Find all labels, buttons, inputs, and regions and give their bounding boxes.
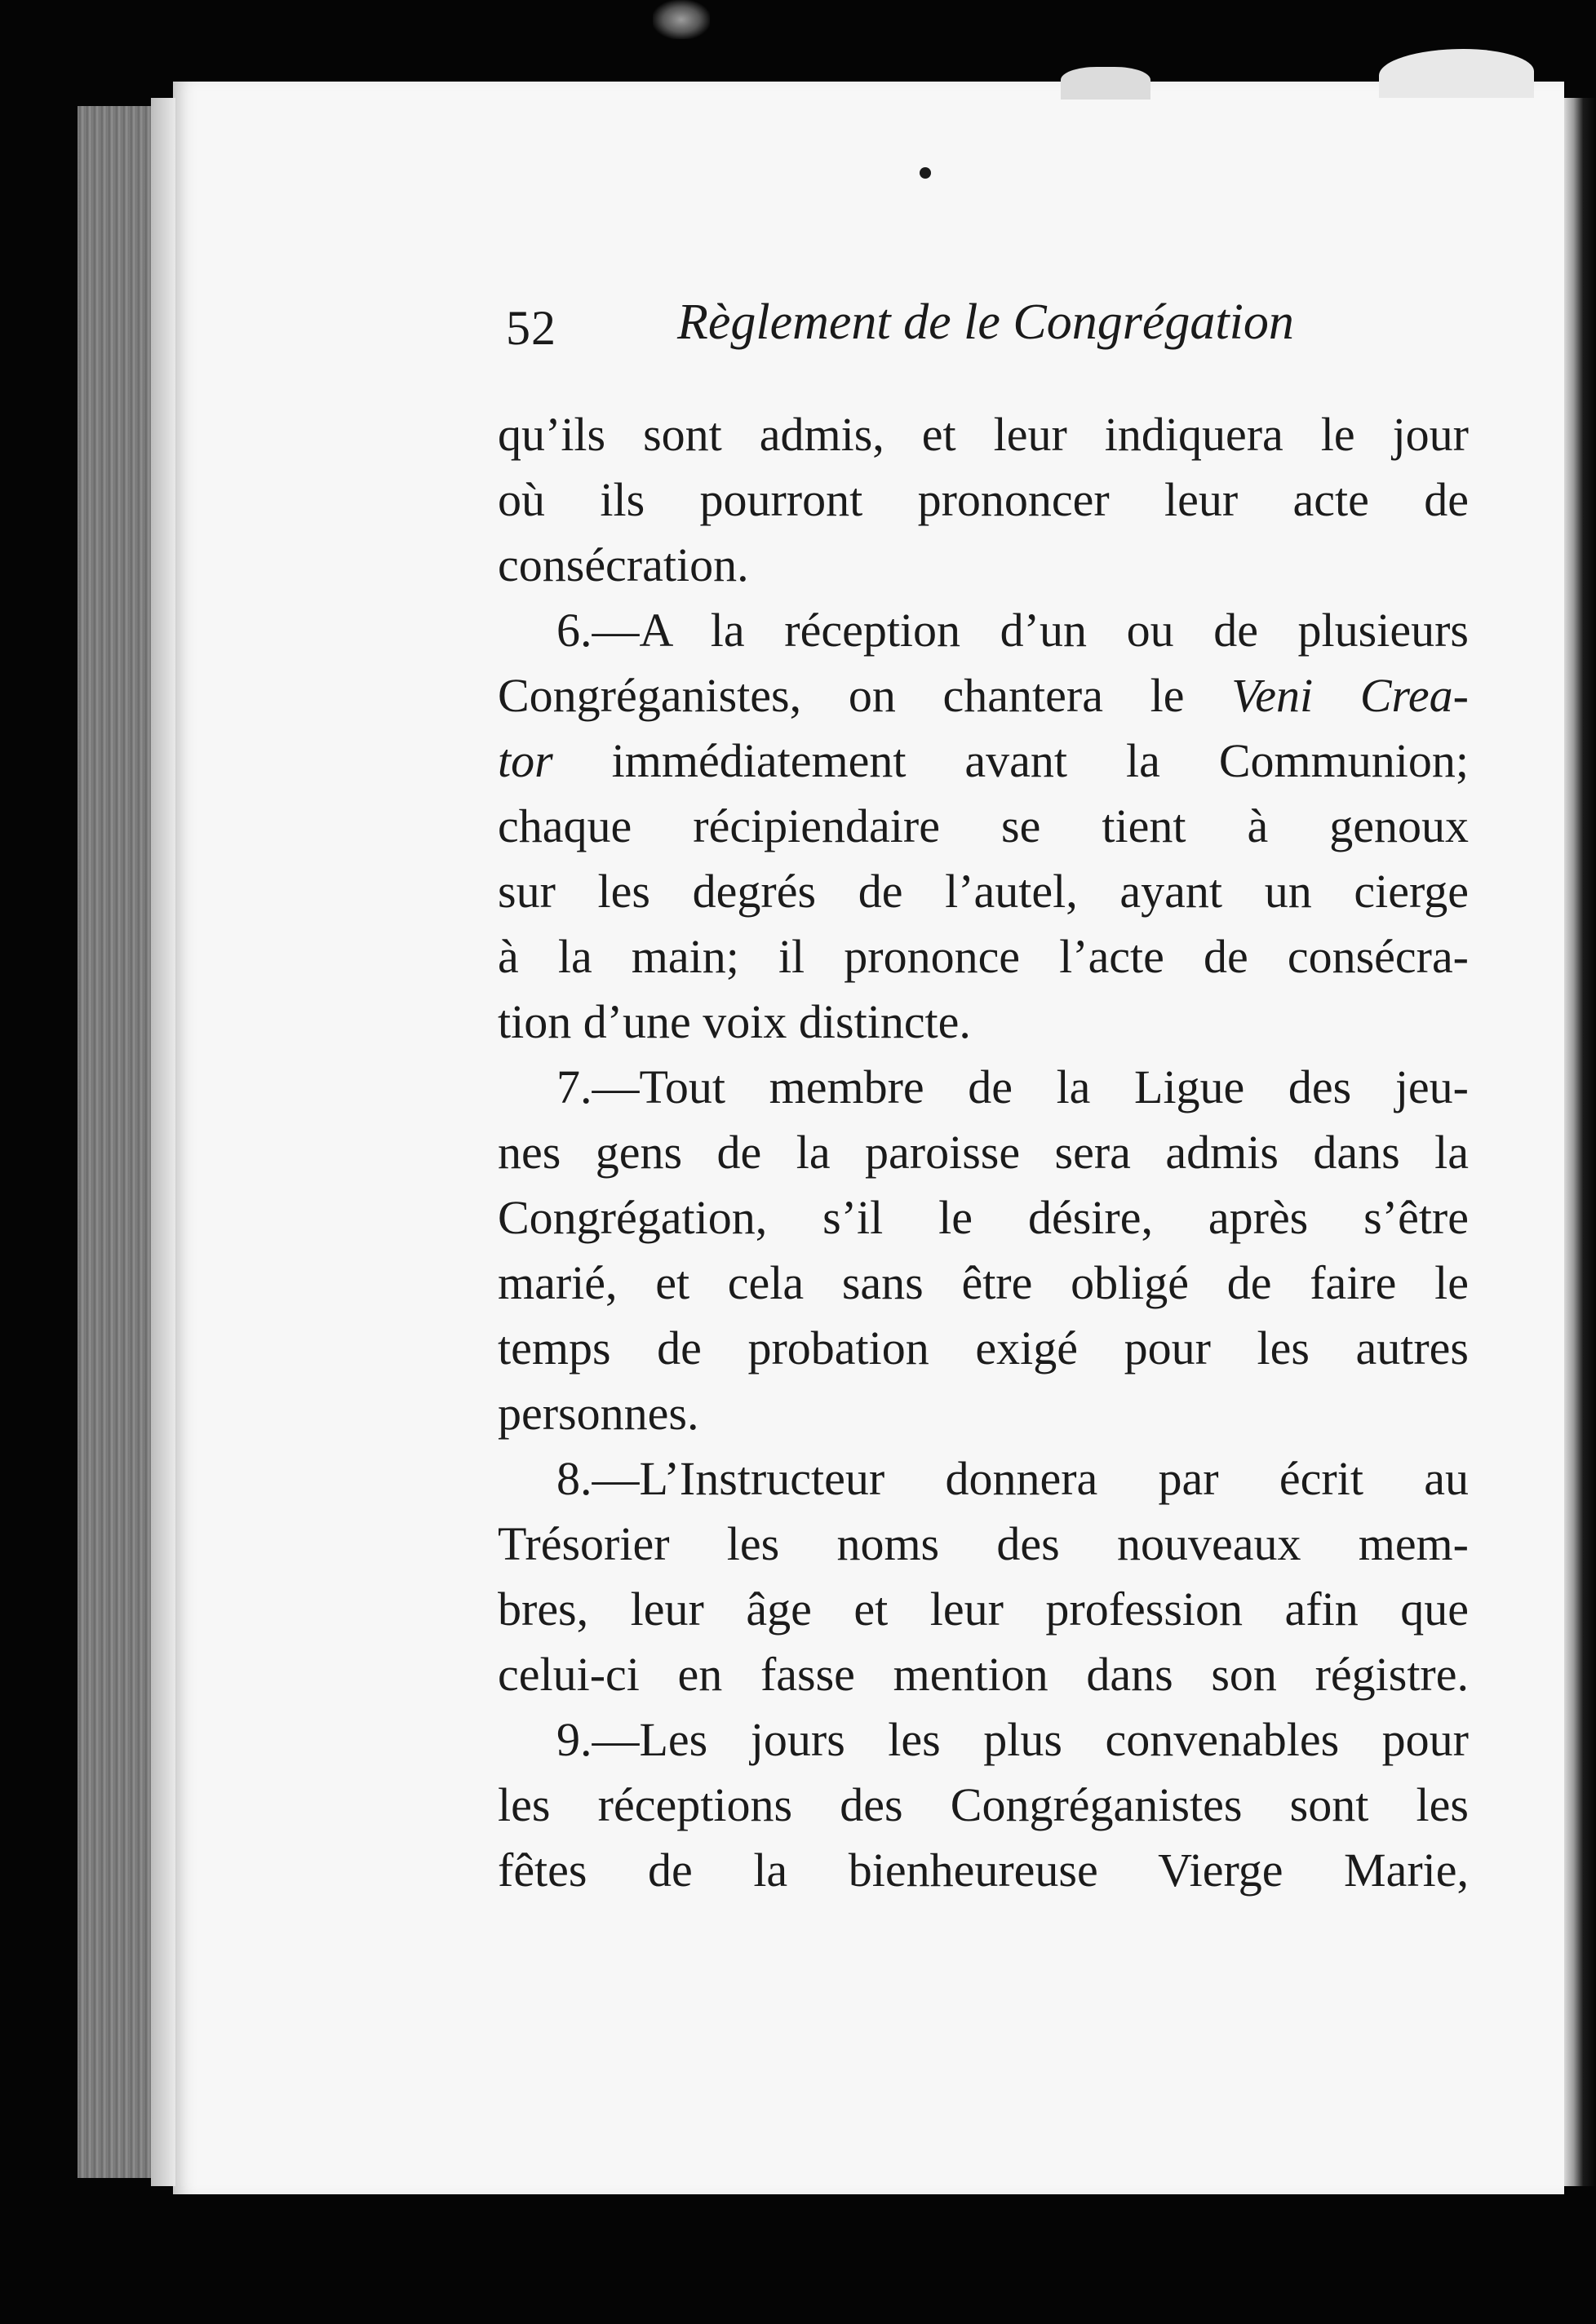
text-line: bres, leur âge et leur profession afin que	[498, 1583, 1469, 1636]
text-line: chaque récipiendaire se tient à genoux	[498, 799, 1469, 852]
text-line: les réceptions des Congréganistes sont les	[498, 1778, 1469, 1831]
text-line: sur les degrés de l’autel, ayant un cierge	[498, 865, 1469, 918]
text-line: Trésorier les noms des nouveaux mem-	[498, 1517, 1469, 1570]
text-line: où ils pourront prononcer leur acte de	[498, 473, 1469, 526]
italic-hymn-title: Veni Crea-	[1231, 669, 1469, 722]
text-line: Congréganistes, on chantera le Veni Crea-	[498, 669, 1469, 722]
text-line: qu’ils sont admis, et leur indiquera le jour	[498, 408, 1469, 461]
text-line: tion d’une voix distincte.	[498, 995, 971, 1048]
text-line: temps de probation exigé pour les autres	[498, 1321, 1469, 1374]
italic-hymn-title: tor	[498, 734, 553, 787]
text-line: à la main; il prononce l’acte de consécra-	[498, 930, 1469, 983]
text-line: personnes.	[498, 1387, 699, 1440]
text-line: celui-ci en fasse mention dans son régistre.	[498, 1648, 1469, 1701]
text-line: 9.—Les jours les plus convenables pour	[556, 1713, 1469, 1766]
text-line: fêtes de la bienheureuse Vierge Marie,	[498, 1844, 1469, 1897]
text-line: consécration.	[498, 538, 749, 591]
text-line: 6.—A la réception d’un ou de plusieurs	[556, 604, 1469, 657]
text-line: Congrégation, s’il le désire, après s’être	[498, 1191, 1469, 1244]
page-number: 52	[506, 301, 556, 355]
text-line: 8.—L’Instructeur donnera par écrit au	[556, 1452, 1469, 1505]
page-heading: Règlement de le Congrégation	[677, 294, 1294, 350]
text-line: marié, et cela sans être obligé de faire le	[498, 1256, 1469, 1309]
text-line: tor immédiatement avant la Communion;	[498, 734, 1469, 787]
text-line: nes gens de la paroisse sera admis dans la	[498, 1126, 1469, 1179]
text-line: 7.—Tout membre de la Ligue des jeu-	[556, 1060, 1469, 1113]
